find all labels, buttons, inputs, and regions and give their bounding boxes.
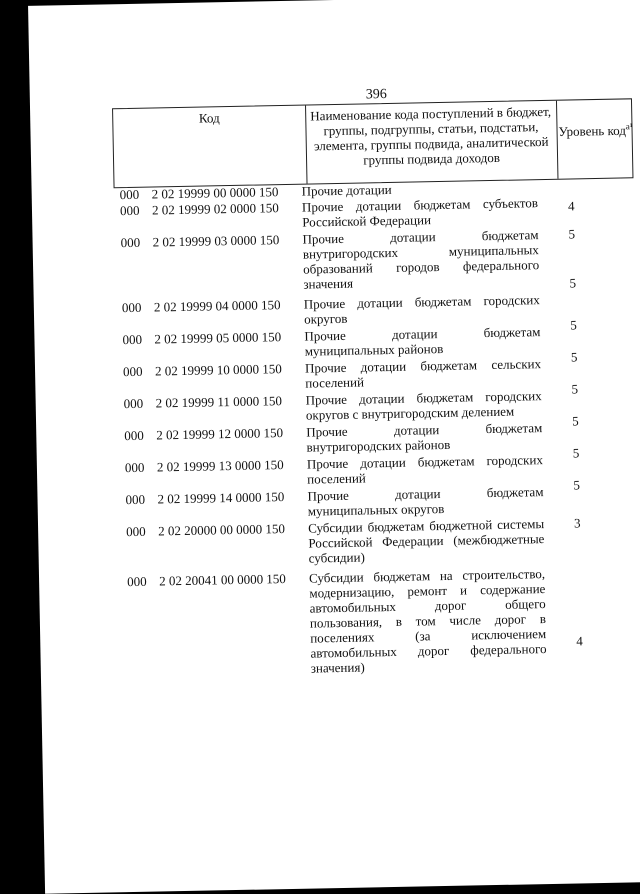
row-name: Прочие дотации бюджетам городских поселений	[306, 452, 544, 487]
row-code: 2 02 19999 04 0000 150	[153, 297, 281, 315]
row-prefix: 000	[122, 331, 143, 348]
row-name: Прочие дотации	[301, 181, 392, 199]
row-prefix: 000	[122, 363, 143, 380]
row-prefix: 000	[124, 459, 145, 476]
row-level: 5	[571, 413, 579, 429]
row-code: 2 02 19999 00 0000 150	[151, 184, 279, 202]
table-header	[112, 98, 633, 188]
row-level: 4	[576, 633, 583, 649]
row-name: Прочие дотации бюджетам муниципальных районов	[304, 324, 541, 359]
header-code: Код	[113, 106, 307, 188]
row-code: 2 02 19999 14 0000 150	[157, 489, 285, 507]
row-code: 2 02 19999 10 0000 150	[154, 361, 282, 379]
table-row	[34, 275, 640, 327]
row-prefix: 000	[119, 202, 140, 219]
document-page	[28, 0, 640, 894]
row-prefix: 000	[125, 491, 146, 508]
row-name: Прочие дотации бюджетам сельских поселений	[304, 356, 542, 391]
row-prefix: 000	[123, 395, 144, 412]
row-code: 2 02 19999 13 0000 150	[156, 457, 284, 475]
row-level: 5	[570, 317, 577, 333]
row-level: 3	[573, 515, 581, 531]
row-prefix: 000	[124, 427, 144, 444]
row-prefix: 000	[121, 299, 142, 316]
row-prefix: 000	[119, 186, 140, 203]
row-name: Прочие дотации бюджетам городских округов с внутригородским делением	[305, 388, 542, 423]
row-code: 2 02 20041 00 0000 150	[158, 571, 286, 589]
header-level-sup: а¹	[625, 121, 633, 132]
row-prefix: 000	[120, 234, 141, 251]
row-code: 2 02 19999 05 0000 150	[154, 329, 282, 347]
row-code: 2 02 19999 12 0000 150	[156, 425, 284, 443]
row-level: 5	[568, 226, 576, 242]
row-level: 4	[567, 198, 575, 214]
row-name: Прочие дотации бюджетам субъектов Российской Федерации	[301, 195, 539, 230]
row-prefix: 000	[126, 523, 146, 540]
header-level-text: Уровень код	[558, 122, 627, 140]
header-name: Наименование кода поступлений в бюджет, группы, подгруппы, статьи, подстатьи, элемента, группы подвида, аналитической группы подвида доходов	[305, 101, 558, 184]
row-prefix: 000	[126, 573, 147, 590]
row-name: Прочие дотации бюджетам городских округов	[303, 292, 540, 327]
page-number: 396	[365, 87, 387, 103]
row-name: Прочие дотации бюджетам внутригородских муниципальных образований городов федерального значения	[302, 227, 540, 292]
row-name: Прочие дотации бюджетам внутригородских районов	[306, 420, 543, 455]
row-code: 2 02 19999 03 0000 150	[152, 232, 280, 250]
row-name: Прочие дотации бюджетам муниципальных округов	[307, 484, 544, 519]
row-name: Субсидии бюджетам на строительство, модернизацию, ремонт и содержание автомобильных дорог общего пользования, в том числе дорог в поселениях (за исключением автомобильных дорог федерального значения)	[308, 566, 547, 676]
row-code: 2 02 20000 00 0000 150	[158, 521, 286, 539]
row-level: 5	[570, 349, 578, 365]
row-level: 5	[571, 381, 579, 397]
row-name: Субсидии бюджетам бюджетной системы Российской Федерации (межбюджетные субсидии)	[307, 516, 545, 566]
header-level	[557, 99, 634, 178]
row-level: 5	[573, 477, 580, 493]
row-code: 2 02 19999 11 0000 150	[155, 393, 283, 411]
table-row	[39, 564, 640, 676]
row-level: 5	[569, 275, 577, 291]
row-code: 2 02 19999 02 0000 150	[151, 200, 279, 218]
row-level: 5	[572, 445, 580, 461]
